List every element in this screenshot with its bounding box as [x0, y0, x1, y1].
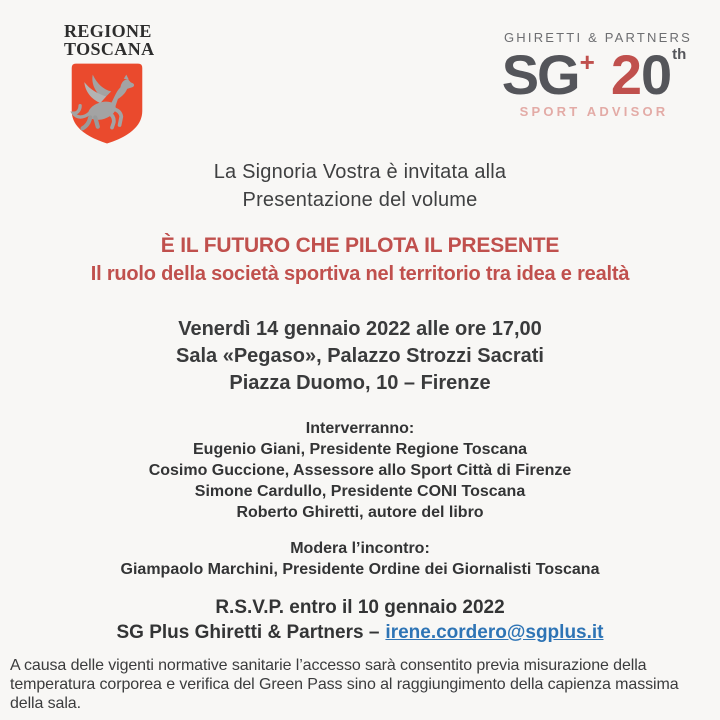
regione-line: REGIONE	[64, 21, 152, 41]
book-title: È IL FUTURO CHE PILOTA IL PRESENTE	[160, 234, 560, 257]
rsvp-contact-prefix: SG Plus Ghiretti & Partners –	[116, 622, 380, 643]
toscana-line: TOSCANA	[64, 39, 155, 59]
moderator-heading: Modera l’incontro:	[290, 540, 430, 557]
speakers-block	[0, 418, 720, 523]
rsvp-deadline: R.S.V.P. entro il 10 gennaio 2022	[215, 597, 505, 618]
regione-toscana-logo	[64, 22, 184, 146]
speaker-item: Cosimo Guccione, Assessore allo Sport Città di Firenze	[148, 462, 572, 479]
moderator-name: Giampaolo Marchini, Presidente Ordine dei Giornalisti Toscana	[120, 561, 600, 578]
regione-toscana-wordmark	[64, 22, 184, 58]
book-subtitle: Il ruolo della società sportiva nel territorio tra idea e realtà	[90, 263, 630, 285]
sg20-logo-row	[501, 43, 687, 106]
ghiretti-partners-label: GHIRETTI & PARTNERS	[504, 30, 692, 45]
ghiretti-partners-logo	[501, 30, 692, 119]
speaker-item: Eugenio Giani, Presidente Regione Toscana	[193, 441, 527, 458]
intro-line-2: Presentazione del volume	[242, 189, 478, 211]
intro-line-1: La Signoria Vostra è invitata alla	[213, 161, 507, 183]
moderator-block	[0, 538, 720, 580]
speaker-item: Simone Cardullo, Presidente CONI Toscana	[194, 483, 526, 500]
email-link[interactable]: irene.cordero@sgplus.it	[385, 622, 604, 643]
sg-letters: SG	[501, 43, 579, 106]
sg-twenty-2: 2	[610, 43, 641, 106]
speakers-heading: Interverranno:	[305, 420, 415, 437]
pegasus-shield-icon	[64, 62, 150, 146]
rsvp-contact-line	[0, 620, 720, 645]
sg-twenty-0: 0	[640, 43, 673, 106]
event-datetime: Venerdì 14 gennaio 2022 alle ore 17,00	[178, 318, 542, 340]
rsvp-block	[0, 595, 720, 645]
sg-plus-icon: +	[579, 47, 595, 77]
event-venue: Sala «Pegaso», Palazzo Strozzi Sacrati	[176, 345, 544, 367]
event-address: Piazza Duomo, 10 – Firenze	[229, 372, 491, 394]
event-details-block	[0, 316, 720, 397]
health-notice: A causa delle vigenti normative sanitarie l’accesso sarà consentito previa misurazione della temperatura corporea e verifica del Green Pass sino al raggiungimento della capienza massima della sala.	[10, 657, 679, 712]
book-title-block	[0, 231, 720, 289]
sport-advisor-label: SPORT ADVISOR	[519, 104, 669, 119]
speaker-item: Roberto Ghiretti, autore del libro	[236, 504, 484, 521]
intro-block	[0, 158, 720, 214]
sg-th-superscript: th	[672, 46, 687, 63]
